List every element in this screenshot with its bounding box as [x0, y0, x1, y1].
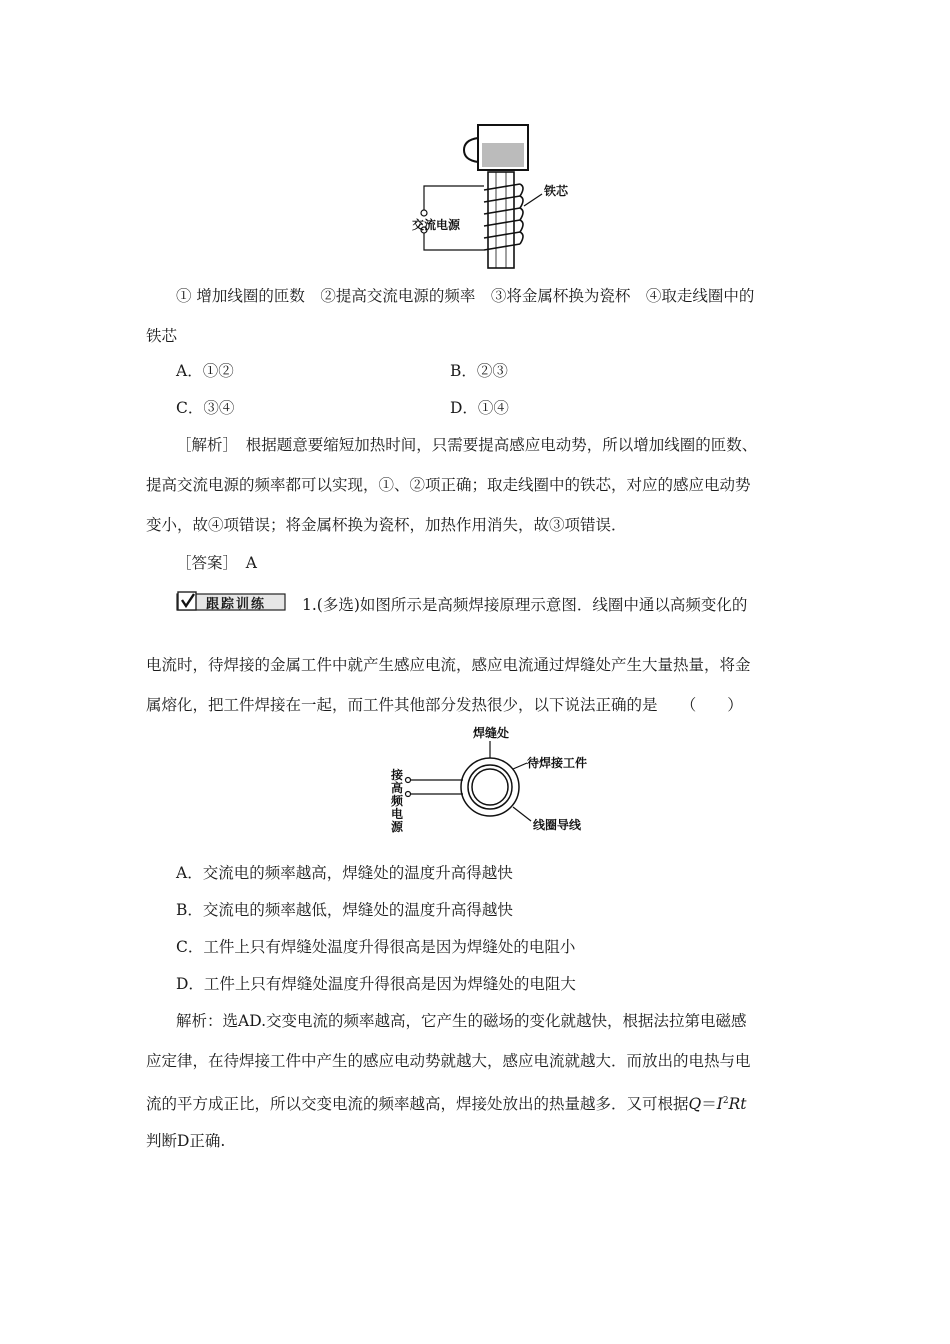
formula-eq: ＝	[701, 1095, 717, 1114]
q1-option-a: A．①②	[176, 362, 234, 380]
q1-analysis-line1: ［解析］ 根据题意要缩短加热时间，只需要提高感应电动势，所以增加线圈的匝数、	[176, 436, 758, 454]
coil	[484, 184, 523, 250]
q2-analysis-line4: 判断D正确.	[146, 1132, 226, 1150]
q2-analysis-line2: 应定律，在待焊接工件中产生的感应电动势就越大，感应电流就越大．而放出的电热与电	[146, 1052, 751, 1070]
q2-option-b: B．交流电的频率越低，焊缝处的温度升高得越快	[176, 901, 513, 919]
training-q-line2: 电流时，待焊接的金属工件中就产生感应电流，感应电流通过焊缝处产生大量热量，将金	[146, 656, 751, 674]
q2-analysis-line3-text: 流的平方成正比，所以交变电流的频率越高，焊接处放出的热量越多．又可根据	[146, 1095, 689, 1114]
metal-cup	[464, 125, 528, 170]
source-label-char: 电	[391, 807, 404, 821]
formula-rt: Rt	[728, 1095, 747, 1114]
source-label-char: 频	[391, 794, 404, 808]
q1-analysis-line3: 变小，故④项错误；将金属杯换为瓷杯，加热作用消失，故③项错误．	[146, 516, 627, 534]
source-label-char: 源	[391, 820, 404, 834]
q1-option-b: B．②③	[450, 362, 508, 380]
q1-option-c: C．③④	[176, 399, 235, 417]
training-badge	[176, 591, 288, 613]
training-q-line3: 属熔化，把工件焊接在一起，而工件其他部分发热很少，以下说法正确的是 （ ）	[146, 696, 743, 714]
q2-analysis-line1: 解析：选AD.交变电流的频率越高，它产生的磁场的变化就越快，根据法拉第电磁感	[176, 1012, 747, 1030]
induction-heater-figure	[400, 118, 600, 273]
workpiece-label: 待焊接工件	[527, 756, 588, 770]
coil-wire-label: 线圈导线	[533, 818, 582, 832]
training-q-line1: 1.(多选)如图所示是高频焊接原理示意图．线圈中通以高频变化的	[302, 596, 748, 614]
formula-exp: 2	[722, 1096, 729, 1106]
q1-analysis-line2: 提高交流电源的频率都可以实现，①、②项正确；取走线圈中的铁芯，对应的感应电动势	[146, 476, 751, 494]
iron-core-label: 铁芯	[544, 184, 569, 198]
q2-option-d: D．工件上只有焊缝处温度升得很高是因为焊缝处的电阻大	[176, 975, 576, 993]
q2-analysis-line3	[146, 1090, 747, 1115]
q2-option-c: C．工件上只有焊缝处温度升得很高是因为焊缝处的电阻小	[176, 938, 576, 956]
welding-figure	[355, 725, 615, 840]
training-badge-label: 跟踪训练	[206, 597, 267, 612]
power-source-label: 交流电源	[412, 218, 461, 232]
q1-options-line1: ① 增加线圈的匝数 ②提高交流电源的频率 ③将金属杯换为瓷杯 ④取走线圈中的	[176, 287, 755, 305]
formula-i: I	[716, 1095, 723, 1114]
seam-label: 焊缝处	[473, 726, 510, 740]
q2-option-a: A．交流电的频率越高，焊缝处的温度升高得越快	[176, 864, 513, 882]
q1-answer: ［答案］ A	[176, 554, 257, 572]
source-label-char: 高	[391, 781, 404, 795]
q1-option-d: D．①④	[450, 399, 509, 417]
workpiece-ring	[461, 758, 519, 816]
source-label-char: 接	[391, 768, 404, 782]
formula-q: Q	[688, 1095, 702, 1114]
q1-options-line2: 铁芯	[146, 327, 178, 345]
